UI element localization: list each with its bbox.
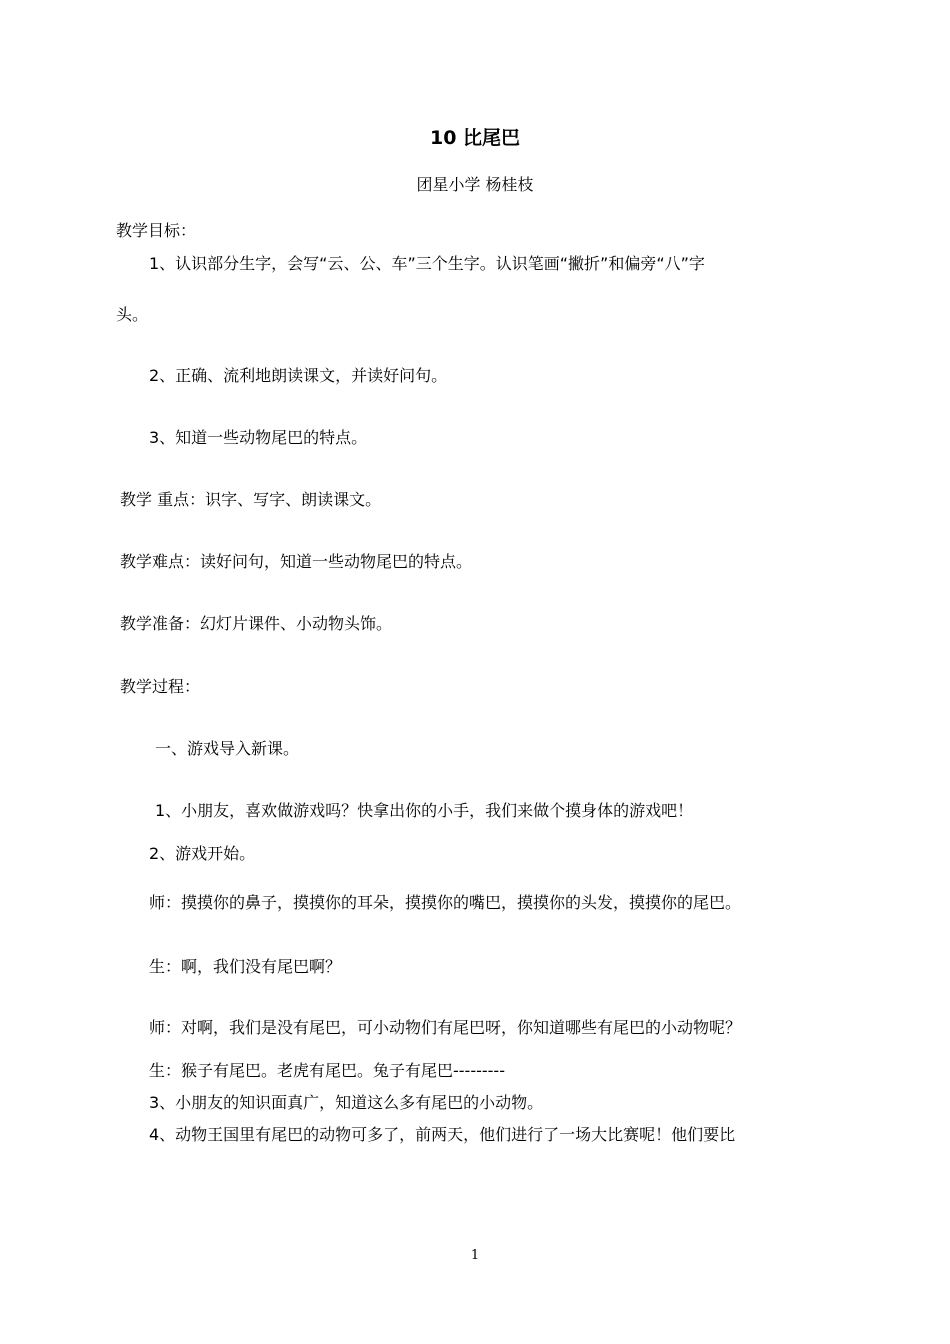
process-line-1: 1、小朋友，喜欢做游戏吗？快拿出你的小手，我们来做个摸身体的游戏吧！ (155, 801, 694, 820)
difficult-points: 教学难点：读好问句，知道一些动物尾巴的特点。 (120, 552, 473, 571)
dialogue-student-2: 生：猴子有尾巴。老虎有尾巴。兔子有尾巴--------- (149, 1061, 505, 1080)
process-step-1-heading: 一、游戏导入新课。 (155, 739, 300, 758)
document-title: 10 比尾巴 (429, 127, 521, 149)
objective-line-1-continued: 头。 (116, 305, 149, 324)
section-heading-process: 教学过程： (120, 677, 201, 696)
document-author: 团星小学 杨桂枝 (416, 175, 534, 194)
section-heading-objectives: 教学目标： (116, 221, 197, 240)
objective-line-2: 2、正确、流利地朗读课文，并读好问句。 (149, 366, 448, 385)
objective-line-1: 1、认识部分生字，会写“云、公、车”三个生字。认识笔画“撇折”和偏旁“八”字 (149, 254, 705, 273)
process-line-4: 4、动物王国里有尾巴的动物可多了，前两天，他们进行了一场大比赛呢！他们要比 (149, 1125, 736, 1144)
dialogue-teacher-1: 师：摸摸你的鼻子，摸摸你的耳朵，摸摸你的嘴巴，摸摸你的头发，摸摸你的尾巴。 (149, 893, 742, 912)
process-line-2: 2、游戏开始。 (149, 844, 256, 863)
process-line-3: 3、小朋友的知识面真广，知道这么多有尾巴的小动物。 (149, 1093, 544, 1112)
dialogue-student-1: 生：啊，我们没有尾巴啊？ (149, 957, 342, 976)
teaching-preparation: 教学准备：幻灯片课件、小动物头饰。 (120, 614, 393, 633)
key-points: 教学 重点：识字、写字、朗读课文。 (120, 490, 382, 509)
dialogue-teacher-2: 师：对啊，我们是没有尾巴，可小动物们有尾巴呀，你知道哪些有尾巴的小动物呢？ (149, 1018, 742, 1037)
objective-line-3: 3、知道一些动物尾巴的特点。 (149, 428, 368, 447)
page-number: 1 (470, 1248, 480, 1263)
